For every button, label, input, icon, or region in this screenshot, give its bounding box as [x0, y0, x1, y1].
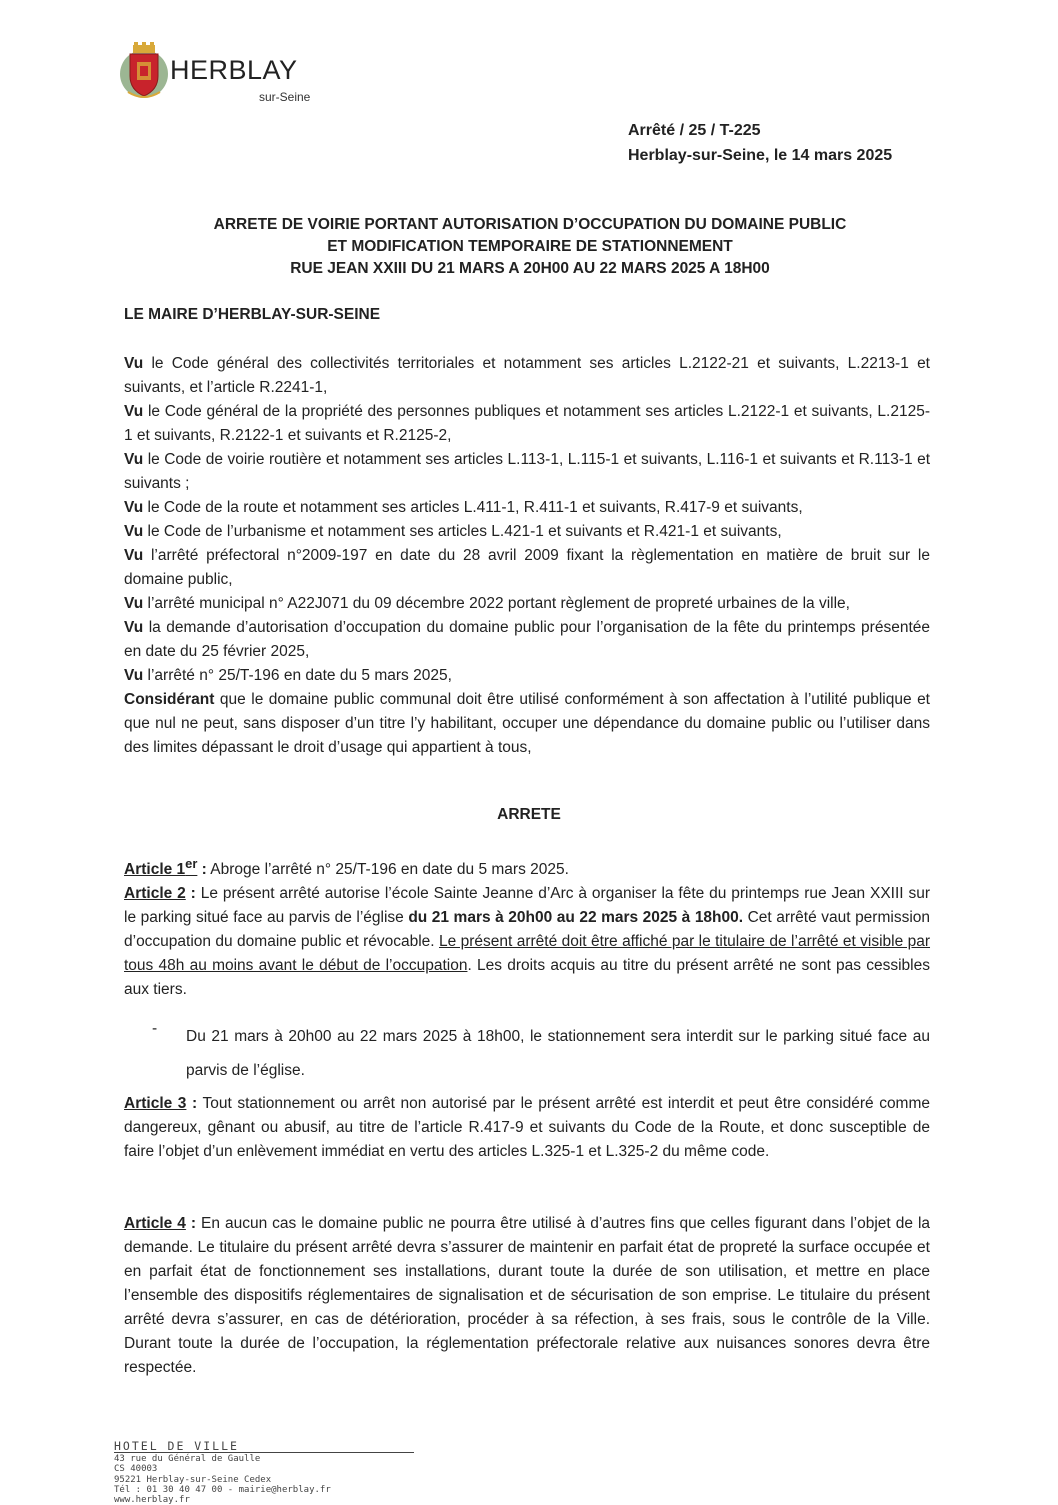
visa-keyword: Vu — [124, 667, 144, 684]
footer-address — [114, 1435, 414, 1505]
considerant-item — [124, 688, 930, 760]
visa-text: l’arrêté municipal n° A22J071 du 09 décembre 2022 portant règlement de propreté urbaines de la ville, — [143, 595, 850, 612]
visa-text: le Code de l’urbanisme et notamment ses articles L.421-1 et suivants et R.421-1 et suivants, — [143, 523, 782, 540]
visa-text: l’arrêté n° 25/T-196 en date du 5 mars 2025, — [143, 667, 452, 684]
visa-text: le Code général de la propriété des personnes publiques et notamment ses articles L.2122-1 et suivants, L.2125-1 et suivants, R.2122-1 et suivants et R.2125-2, — [124, 403, 930, 444]
visa-keyword: Vu — [124, 595, 144, 612]
articles-1-2 — [124, 852, 930, 1002]
herblay-crest-icon — [118, 42, 170, 102]
visa-item — [124, 496, 930, 520]
visa-keyword: Vu — [124, 403, 144, 420]
arrete-heading: ARRETE — [497, 806, 561, 823]
visa-keyword: Vu — [124, 355, 144, 372]
article-1: Article 1er : Abroge l’arrêté n° 25/T-196 en date du 5 mars 2025. — [124, 856, 569, 879]
herblay-logo — [118, 42, 348, 106]
visa-text: la demande d’autorisation d’occupation du domaine public pour l’organisation de la fête du printemps présentée en date du 25 février 2025, — [124, 619, 930, 660]
place-date: Herblay-sur-Seine, le 14 mars 2025 — [628, 147, 893, 164]
footer-line: CS 40003 — [114, 1464, 158, 1475]
visas-section — [124, 352, 930, 760]
article-3-label: Article 3 — [124, 1095, 187, 1112]
footer-line: 43 rue du Général de Gaulle — [114, 1454, 261, 1464]
visa-text: le Code de voirie routière et notamment ses articles L.113-1, L.115-1 et suivants, L.116-1 et suivants et R.113-1 et suivants ; — [124, 451, 930, 492]
article-3-text: Tout stationnement ou arrêt non autorisé par le présent arrêté est interdit et peut être considéré comme dangereux, gênant ou abusif, au titre de l’article R.417-9 et suivants du Code de la Route, et donc susceptible de faire l’objet d’un enlèvement immédiat en vertu des articles L.325-1 et L.325-2 du même code. — [124, 1095, 931, 1160]
article-3: Article 3 : Tout stationnement ou arrêt non autorisé par le présent arrêté est interdit et peut être considéré comme dangereux, gênant ou abusif, au titre de l’article R.417-9 et suivants du Code de la Route, et donc susceptible de faire l’objet d’un enlèvement immédiat en vertu des articles L.325-1 et L.325-2 du même code. — [124, 1095, 931, 1160]
visa-item — [124, 448, 930, 496]
bullet-text: Du 21 mars à 20h00 au 22 mars 2025 à 18h00, le stationnement sera interdit sur le parking situé face au parvis de l’église. — [186, 1028, 930, 1079]
visa-item — [124, 352, 930, 400]
visa-text: le Code général des collectivités territoriales et notamment ses articles L.2122-21 et suivants, L.2213-1 et suivants, et l’article R.2241-1, — [124, 355, 930, 396]
visa-text: l’arrêté préfectoral n°2009-197 en date du 28 avril 2009 fixant la règlementation en matière de bruit sur le domaine public, — [124, 547, 930, 588]
article-2: Article 2 : Le présent arrêté autorise l’école Sainte Jeanne d’Arc à organiser la fête du printemps rue Jean XXIII sur le parking situé face au parvis de l’église du 21 mars à 20h00 au 22 mars 2025 à 18h00. Cet arrêté vaut permission d’occupation du domaine public et révocable. Le présent arrêté doit être affiché par le titulaire de l’arrêté et visible par tous 48h au moins avant le début de l’occupation. Les droits acquis au titre du présent arrêté ne sont pas cessibles aux tiers. — [124, 885, 931, 999]
document-reference: Arrêté / 25 / T-225 — [628, 122, 761, 139]
logo-subtitle: sur-Seine — [259, 90, 311, 104]
considerant-keyword: Considérant — [124, 691, 215, 708]
article-2-label: Article 2 — [124, 885, 186, 903]
considerant-text: que le domaine public communal doit être utilisé conformément à son affectation à l’utilité publique et que nul ne peut, sans disposer d’un titre l’y habilitant, occuper une dépendance du domaine public ou l’utiliser dans des limites dépassant le droit d’usage qui appartient à tous, — [124, 691, 930, 756]
document-reference-block — [628, 118, 892, 168]
visa-keyword: Vu — [124, 547, 144, 564]
visa-keyword: Vu — [124, 523, 144, 540]
visa-item — [124, 616, 930, 664]
document-title — [100, 214, 960, 280]
visa-keyword: Vu — [124, 499, 144, 516]
footer-line: Tél : 01 30 40 47 00 - mairie@herblay.fr — [114, 1484, 331, 1495]
footer-line: 95221 Herblay-sur-Seine Cedex — [114, 1474, 272, 1485]
visa-item — [124, 544, 930, 592]
visa-keyword: Vu — [124, 619, 144, 636]
footer-heading: HOTEL DE VILLE — [114, 1440, 414, 1453]
title-line-3: RUE JEAN XXIII DU 21 MARS A 20H00 AU 22 MARS 2025 A 18H00 — [290, 260, 770, 277]
bullet-dash: - — [152, 1020, 158, 1037]
visa-keyword: Vu — [124, 451, 144, 468]
title-line-1: ARRETE DE VOIRIE PORTANT AUTORISATION D’OCCUPATION DU DOMAINE PUBLIC — [213, 216, 847, 233]
visa-item — [124, 520, 930, 544]
visa-item — [124, 664, 930, 688]
article-1-label: Article 1er — [124, 856, 198, 879]
footer-website-link[interactable]: www.herblay.fr — [114, 1495, 190, 1505]
article-4-text: En aucun cas le domaine public ne pourra être utilisé à d’autres fins que celles figurant dans l’objet de la demande. Le titulaire du présent arrêté devra s’assurer de maintenir en parfait état de propreté la surface occupée et en parfait état de fonctionnement ses installations, durant toute la durée de son utilisation, et mettre en place l’ensemble des dispositifs réglementaires de signalisation et de sécurisation de son emprise. Le titulaire du présent arrêté devra s’assurer, en cas de détérioration, procéder à sa réfection, à ses frais, sous le contrôle de la Ville. Durant toute la durée de l’occupation, la réglementation préfectorale relative aux nuisances sonores devra être respectée. — [124, 1215, 931, 1376]
visa-text: le Code de la route et notamment ses articles L.411-1, R.411-1 et suivants, R.417-9 et suivants, — [143, 499, 803, 516]
article-4: Article 4 : En aucun cas le domaine public ne pourra être utilisé à d’autres fins que celles figurant dans l’objet de la demande. Le titulaire du présent arrêté devra s’assurer de maintenir en parfait état de propreté la surface occupée et en parfait état de fonctionnement ses installations, durant toute la durée de son utilisation, et mettre en place l’ensemble des dispositifs réglementaires de signalisation et de sécurisation de son emprise. Le titulaire du présent arrêté devra s’assurer, en cas de détérioration, procéder à sa réfection, à ses frais, sous le contrôle de la Ville. Durant toute la durée de l’occupation, la réglementation préfectorale relative aux nuisances sonores devra être respectée. — [124, 1215, 931, 1376]
visa-item — [124, 592, 930, 616]
authority-heading: LE MAIRE D’HERBLAY-SUR-SEINE — [124, 306, 381, 323]
title-line-2: ET MODIFICATION TEMPORAIRE DE STATIONNEMENT — [327, 238, 733, 255]
article-4-label: Article 4 — [124, 1215, 186, 1232]
article-2-dates: du 21 mars à 20h00 au 22 mars 2025 à 18h00. — [408, 909, 744, 927]
logo-name: HERBLAY — [170, 55, 298, 85]
article-1-text: Abroge l’arrêté n° 25/T-196 en date du 5 mars 2025. — [206, 861, 569, 879]
article-2-display-notice: Le présent arrêté doit être affiché par le titulaire de l’arrêté et visible par tous 48h au moins avant le début de l’occupation — [124, 933, 931, 975]
visa-item — [124, 400, 930, 448]
